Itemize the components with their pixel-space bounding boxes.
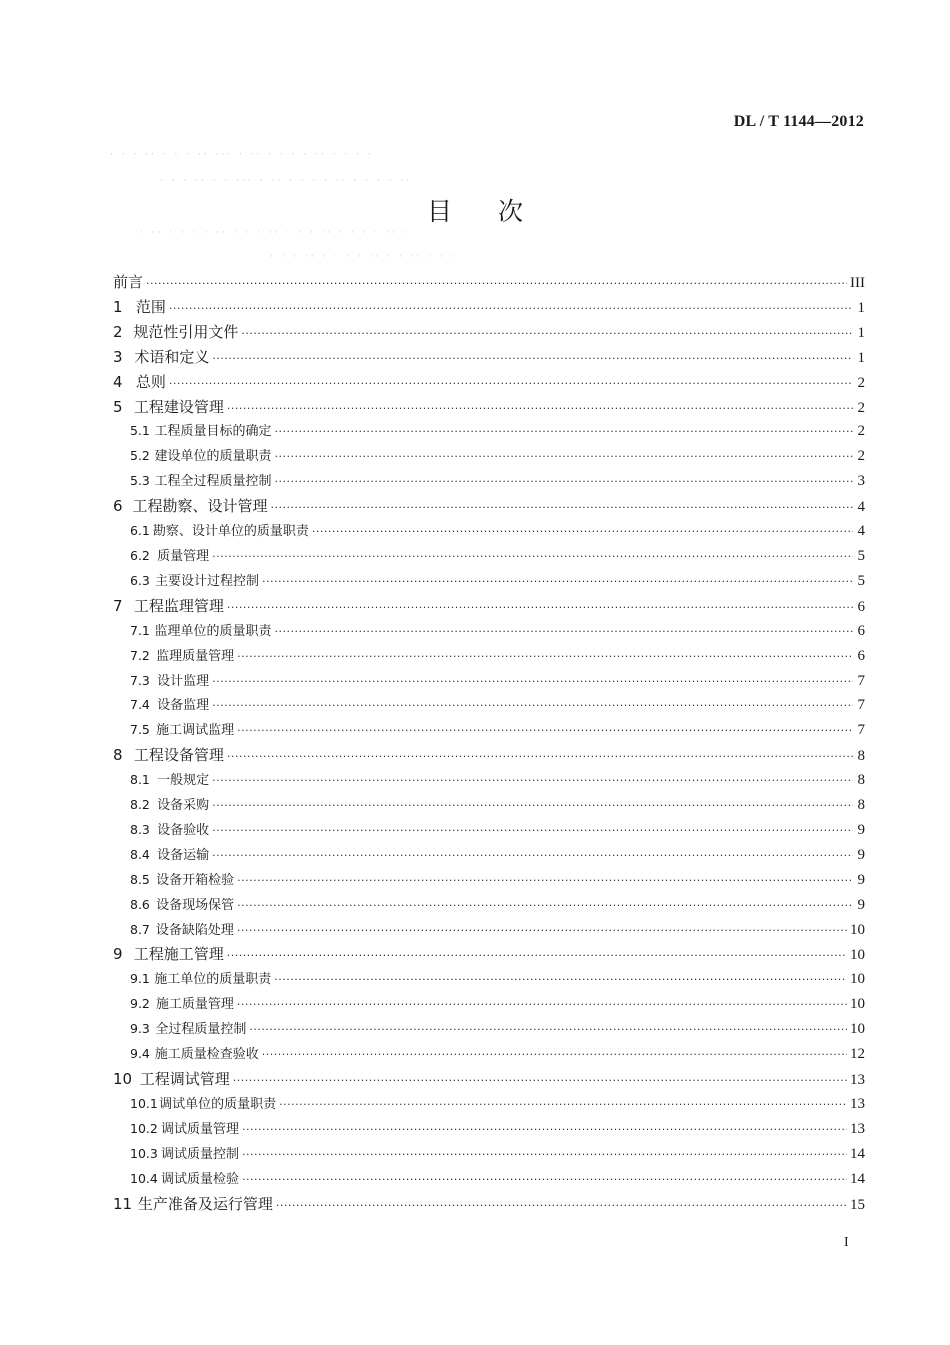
toc-entry-page: 9 (857, 871, 865, 888)
toc-leader-dots (275, 625, 853, 638)
toc-entry-label: 调试质量管理 (161, 1121, 240, 1137)
toc-entry-page: 2 (857, 399, 865, 416)
toc-leader-dots (262, 1048, 847, 1061)
toc-entry-label: 调试质量检验 (161, 1171, 240, 1187)
toc-entry[interactable] (113, 271, 865, 296)
toc-entry-page: 8 (857, 772, 865, 789)
toc-entry-label: 前言 (113, 273, 144, 291)
toc-entry-number: 2 (113, 322, 123, 341)
toc-entry-number: 9.4 (130, 1046, 150, 1062)
page-number: I (844, 1235, 849, 1250)
toc-entry-number: 9.2 (130, 996, 150, 1012)
toc-entry[interactable] (113, 396, 865, 421)
toc-leader-dots (262, 575, 853, 588)
toc-leader-dots (241, 327, 853, 340)
toc-leader-dots (212, 675, 853, 688)
toc-entry-page: 10 (850, 947, 865, 964)
toc-leader-dots (237, 899, 853, 912)
toc-entry-label: 调试单位的质量职责 (159, 1096, 277, 1112)
toc-entry-label: 总则 (135, 372, 166, 391)
toc-entry-label: 监理单位的质量职责 (154, 623, 272, 639)
toc-entry-label: 设计监理 (157, 673, 210, 689)
toc-entry[interactable] (113, 620, 865, 645)
toc-entry-number: 10 (113, 1070, 133, 1088)
toc-entry[interactable] (113, 346, 865, 371)
toc-entry-number: 7.3 (130, 672, 150, 688)
toc-leader-dots (242, 1173, 847, 1186)
toc-entry[interactable] (113, 595, 865, 620)
toc-entry[interactable] (113, 545, 865, 570)
toc-entry-label: 规范性引用文件 (133, 322, 239, 341)
toc-entry[interactable] (113, 794, 865, 819)
toc-leader-dots (212, 824, 853, 837)
toc-entry-label: 生产准备及运行管理 (137, 1194, 273, 1213)
toc-entry-page: 10 (850, 996, 865, 1013)
toc-entry-page: 7 (857, 672, 865, 689)
toc-leader-dots (275, 425, 853, 438)
toc-entry-number: 9.3 (130, 1021, 150, 1037)
toc-entry[interactable] (113, 1018, 865, 1043)
toc-entry-number: 9 (113, 945, 123, 964)
toc-entry-page: 1 (857, 299, 865, 316)
toc-entry-label: 施工质量管理 (155, 997, 234, 1013)
toc-entry-label: 主要设计过程控制 (155, 573, 260, 589)
toc-entry-page: 14 (850, 1170, 865, 1187)
toc-entry-number: 4 (113, 372, 123, 391)
toc-entry-page: 13 (850, 1095, 865, 1112)
toc-entry-number: 1 (113, 297, 123, 316)
toc-entry-number: 7 (113, 596, 123, 615)
toc-entry-label: 设备采购 (157, 798, 210, 814)
toc-entry-number: 8.7 (130, 921, 150, 937)
toc-entry-label: 全过程质量控制 (155, 1022, 247, 1038)
toc-entry-page: III (850, 275, 865, 291)
toc-entry-page: 10 (850, 971, 865, 988)
toc-entry-page: 10 (850, 921, 865, 938)
toc-entry-label: 建设单位的质量职责 (154, 449, 272, 465)
toc-entry-label: 一般规定 (157, 773, 210, 789)
toc-entry[interactable] (113, 769, 865, 794)
toc-entry-page: 7 (857, 722, 865, 739)
toc-entry-number: 10.2 (130, 1120, 158, 1136)
toc-leader-dots (227, 402, 853, 415)
toc-entry-label: 范围 (135, 297, 166, 316)
toc-entry-page: 8 (857, 797, 865, 814)
toc-entry-page: 9 (857, 896, 865, 913)
toc-entry-label: 施工调试监理 (156, 723, 235, 739)
toc-entry[interactable] (113, 1143, 865, 1168)
toc-entry[interactable] (113, 670, 865, 695)
toc-entry[interactable] (113, 719, 865, 744)
toc-entry-page: 8 (857, 748, 865, 765)
toc-entry-number: 8.4 (130, 846, 150, 862)
toc-entry-number: 6.3 (130, 572, 150, 588)
toc-entry-number: 7.2 (130, 647, 150, 663)
toc-entry-number: 3 (113, 347, 123, 366)
toc-entry-number: 8.3 (130, 821, 150, 837)
toc-entry[interactable] (113, 694, 865, 719)
toc-entry[interactable] (113, 371, 865, 396)
toc-entry-label: 工程设备管理 (133, 746, 224, 765)
toc-entry[interactable] (113, 1118, 865, 1143)
toc-entry[interactable] (113, 1193, 865, 1218)
toc-entry-label: 质量管理 (157, 548, 210, 564)
standard-code: DL / T 1144—2012 (733, 113, 864, 130)
toc-entry-page: 15 (850, 1196, 865, 1213)
toc-entry-number: 11 (113, 1194, 133, 1213)
toc-entry-page: 9 (857, 821, 865, 838)
toc-entry[interactable] (113, 495, 865, 520)
toc-entry-label: 设备运输 (157, 847, 210, 863)
toc-entry[interactable] (113, 1068, 865, 1093)
toc-leader-dots (169, 302, 853, 315)
toc-entry-page: 4 (857, 523, 865, 540)
toc-entry-number: 9.1 (130, 971, 150, 987)
toc-leader-dots (270, 501, 853, 514)
toc-entry[interactable] (113, 445, 865, 470)
toc-entry[interactable] (113, 296, 865, 321)
toc-entry-label: 工程施工管理 (133, 945, 224, 964)
toc-leader-dots (249, 1023, 847, 1036)
toc-entry[interactable] (113, 1093, 865, 1118)
toc-entry-label: 勘察、设计单位的质量职责 (152, 524, 309, 540)
toc-entry-label: 施工质量检查验收 (154, 1047, 259, 1063)
toc-entry-number: 10.3 (130, 1145, 158, 1161)
toc-leader-dots (237, 924, 847, 937)
toc-entry-page: 6 (857, 647, 865, 664)
toc-entry-page: 13 (850, 1072, 865, 1088)
toc-entry-page: 6 (857, 598, 865, 615)
toc-entry-page: 4 (857, 499, 865, 516)
toc-entry-label: 监理质量管理 (156, 648, 235, 664)
toc-entry-number: 7.1 (130, 622, 150, 638)
toc-leader-dots (227, 601, 853, 614)
scan-smudge: · · · ·· · · ··· · ·· · · · · ·· · · · · ·· (160, 176, 413, 186)
scan-smudge: · · · ·· · · · ·· ··· · ·· · · · · ·· · · · · (110, 150, 374, 160)
toc-entry-page: 10 (850, 1021, 865, 1038)
toc-entry-page: 3 (857, 473, 865, 490)
toc-entry-label: 术语和定义 (134, 347, 210, 366)
toc-entry[interactable] (113, 919, 865, 944)
toc-entry[interactable] (113, 869, 865, 894)
toc-entry-number: 6.2 (130, 547, 150, 563)
toc-entry[interactable] (113, 470, 865, 495)
scan-smudge: · · · ·· · · · · ·· · · ·· · · · (270, 252, 458, 262)
toc-entry[interactable] (113, 968, 865, 993)
toc-leader-dots (276, 1199, 847, 1212)
toc-leader-dots (146, 277, 847, 290)
toc-entry-page: 2 (857, 448, 865, 465)
toc-leader-dots (169, 377, 853, 390)
toc-entry-number: 8.1 (130, 772, 150, 788)
toc-entry-page: 12 (850, 1046, 865, 1063)
toc-leader-dots (275, 475, 853, 488)
toc-entry[interactable] (113, 943, 865, 968)
toc-entry-page: 14 (850, 1145, 865, 1162)
toc-entry-page: 2 (857, 423, 865, 440)
toc-leader-dots (212, 799, 853, 812)
toc-entry-number: 6 (113, 497, 123, 516)
toc-entry-label: 设备现场保管 (156, 897, 235, 913)
toc-entry-page: 6 (857, 622, 865, 639)
table-of-contents (113, 271, 865, 1217)
toc-leader-dots (274, 973, 847, 986)
toc-entry[interactable] (113, 570, 865, 595)
toc-leader-dots (237, 650, 853, 663)
toc-leader-dots (212, 849, 853, 862)
toc-entry-number: 10.4 (130, 1170, 158, 1186)
toc-entry-number: 5 (113, 397, 123, 416)
toc-entry-page: 9 (857, 846, 865, 863)
toc-entry[interactable] (113, 645, 865, 670)
toc-leader-dots (233, 1074, 847, 1087)
toc-entry-number: 6.1 (130, 523, 150, 539)
toc-entry[interactable] (113, 520, 865, 545)
toc-entry-page: 2 (857, 374, 865, 391)
toc-title: 目次 (426, 197, 569, 226)
toc-entry-number: 5.1 (130, 423, 150, 439)
toc-leader-dots (312, 525, 853, 538)
toc-entry-number: 7.4 (130, 697, 150, 713)
toc-entry[interactable] (113, 1043, 865, 1068)
toc-entry-number: 5.2 (130, 448, 150, 464)
toc-entry-label: 工程调试管理 (139, 1070, 230, 1088)
toc-entry-label: 施工单位的质量职责 (154, 972, 272, 988)
toc-entry-label: 设备开箱检验 (156, 872, 235, 888)
toc-leader-dots (212, 550, 853, 563)
toc-entry-page: 5 (857, 572, 865, 589)
toc-entry-label: 工程勘察、设计管理 (132, 497, 268, 516)
toc-entry-label: 调试质量控制 (161, 1146, 240, 1162)
toc-entry-page: 1 (857, 324, 865, 341)
toc-leader-dots (212, 699, 853, 712)
toc-leader-dots (242, 1123, 847, 1136)
toc-entry[interactable] (113, 894, 865, 919)
toc-entry-label: 设备监理 (157, 698, 210, 714)
toc-entry-page: 7 (857, 697, 865, 714)
toc-leader-dots (242, 1148, 847, 1161)
toc-entry-number: 5.3 (130, 473, 150, 489)
toc-entry[interactable] (113, 321, 865, 346)
toc-entry-number: 10.1 (130, 1095, 158, 1111)
toc-entry[interactable] (113, 420, 865, 445)
toc-entry-label: 工程质量目标的确定 (154, 424, 272, 440)
toc-entry-page: 5 (857, 547, 865, 564)
toc-entry[interactable] (113, 844, 865, 869)
toc-entry[interactable] (113, 993, 865, 1018)
toc-entry-number: 8.6 (130, 896, 150, 912)
toc-leader-dots (237, 874, 853, 887)
toc-entry-page: 1 (857, 349, 865, 366)
toc-leader-dots (212, 774, 853, 787)
toc-entry[interactable] (113, 1168, 865, 1193)
toc-leader-dots (275, 450, 853, 463)
toc-entry-number: 8 (113, 746, 123, 765)
toc-leader-dots (212, 352, 853, 365)
scan-smudge: · ·· · · · · ·· · · · ·· · · · ·· · · · · ·· · (140, 228, 410, 238)
toc-entry-label: 设备缺陷处理 (155, 922, 234, 938)
toc-entry-label: 设备验收 (157, 822, 210, 838)
toc-entry[interactable] (113, 744, 865, 769)
toc-entry-label: 工程监理管理 (133, 596, 224, 615)
toc-leader-dots (237, 998, 847, 1011)
toc-leader-dots (227, 949, 847, 962)
toc-entry-number: 8.2 (130, 797, 150, 813)
toc-entry-number: 7.5 (130, 722, 150, 738)
toc-leader-dots (237, 724, 853, 737)
toc-entry-page: 13 (850, 1120, 865, 1137)
toc-entry[interactable] (113, 819, 865, 844)
toc-entry-number: 8.5 (130, 871, 150, 887)
toc-entry-label: 工程建设管理 (133, 397, 224, 416)
toc-leader-dots (279, 1098, 847, 1111)
toc-entry-label: 工程全过程质量控制 (154, 474, 272, 490)
toc-leader-dots (227, 750, 853, 763)
